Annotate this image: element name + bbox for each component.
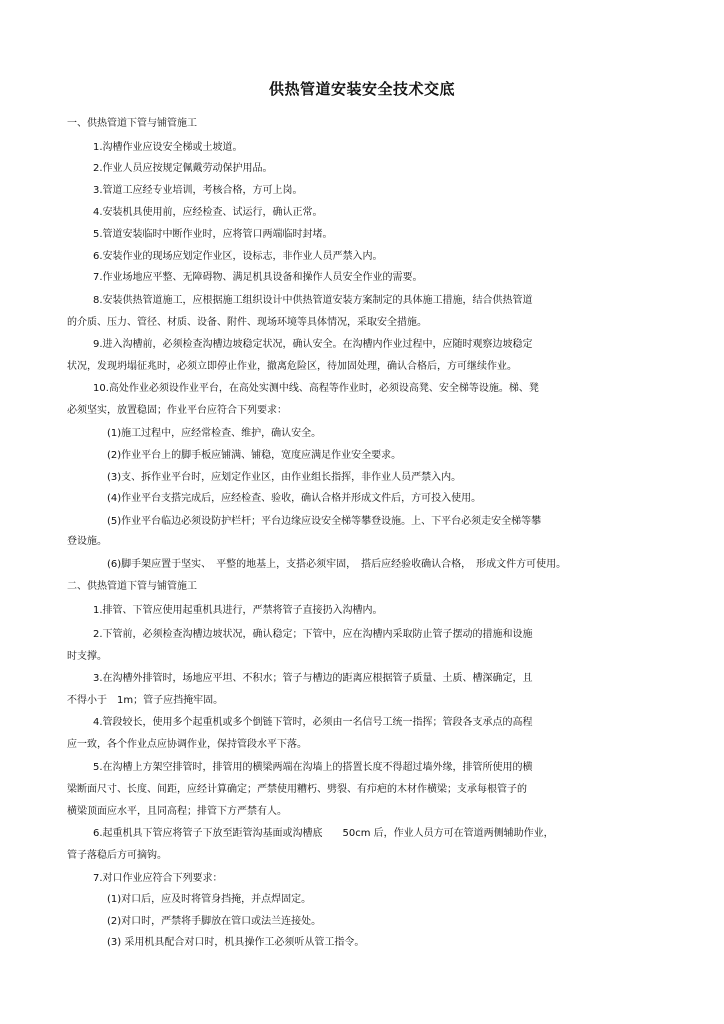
section-heading: 一、供热管道下管与铺管施工 [67,118,197,129]
sub-item-continuation: 登设施。 [67,536,107,547]
sub-item: (2)对口时，严禁将手脚放在管口或法兰连接处。 [107,916,322,927]
list-item-continuation: 必须坚实，放置稳固；作业平台应符合下列要求： [67,405,287,416]
sub-item: (2)作业平台上的脚手板应铺满、铺稳，宽度应满足作业安全要求。 [107,450,402,461]
list-item: 3.在沟槽外排管时，场地应平坦、不积水；管子与槽边的距离应根据管子质量、土质、槽深确定，且 [93,673,533,684]
list-item: 10.高处作业必须设作业平台，在高处实测中线、高程等作业时，必须设高凳、安全梯等设施。梯、凳 [93,383,539,394]
list-item: 5.管道安装临时中断作业时，应将管口两端临时封堵。 [93,229,333,240]
list-item: 9.进入沟槽前，必须检查沟槽边坡稳定状况，确认安全。在沟槽内作业过程中，应随时观察边坡稳定 [93,339,533,350]
list-item: 4.管段较长，使用多个起重机或多个倒链下管时，必须由一名信号工统一指挥；管段各支承点的高程 [93,717,533,728]
list-item: 7.作业场地应平整、无障碍物、满足机具设备和操作人员安全作业的需要。 [93,272,423,283]
sub-item: (4)作业平台支搭完成后，应经检查、验收，确认合格并形成文件后，方可投入使用。 [107,493,482,504]
sub-item: (3)支、拆作业平台时，应划定作业区，由作业组长指挥，非作业人员严禁入内。 [107,472,462,483]
list-item: 3.管道工应经专业培训，考核合格，方可上岗。 [93,185,303,196]
list-item: 2.作业人员应按规定佩戴劳动保护用品。 [93,163,273,174]
list-item-continuation: 梁断面尺寸、长度、间距，应经计算确定；严禁使用糟朽、劈裂、有疖疤的木材作横梁；支承每根管子的 [67,784,527,795]
list-item: 4.安装机具使用前，应经检查、试运行，确认正常。 [93,207,323,218]
list-item: 6.安装作业的现场应划定作业区，设标志，非作业人员严禁入内。 [93,251,383,262]
list-item: 1.排管、下管应使用起重机具进行，严禁将管子直接扔入沟槽内。 [93,605,383,616]
list-item: 2.下管前，必须检查沟槽边坡状况，确认稳定；下管中，应在沟槽内采取防止管子摆动的措施和设施 [93,629,533,640]
list-item-continuation: 管子落稳后方可摘钩。 [67,850,167,861]
sub-item: (1)施工过程中，应经常检查、维护，确认安全。 [107,428,322,439]
list-item: 6.起重机具下管应将管子下放至距管沟基面或沟槽底 50cm 后，作业人员方可在管道两侧辅助作业， [93,828,554,839]
document-title: 供热管道安装安全技术交底 [268,80,455,98]
list-item: 1.沟槽作业应设安全梯或土坡道。 [93,142,243,153]
sub-item: (1)对口后，应及时将管身挡掩，并点焊固定。 [107,894,312,905]
list-item-continuation: 不得小于 1m；管子应挡掩牢固。 [67,695,224,706]
sub-item: (5)作业平台临边必须设防护栏杆；平台边缘应设安全梯等攀登设施。上、下平台必须走安全梯等攀 [107,516,542,527]
list-item: 7.对口作业应符合下列要求： [93,873,223,884]
sub-item: (6)脚手架应置于坚实、 平整的地基上，支搭必须牢固， 搭后应经验收确认合格， 形成文件方可使用。 [107,559,567,570]
list-item-continuation: 时支撑。 [67,651,107,662]
section-heading: 二、供热管道下管与铺管施工 [67,581,197,592]
list-item: 5.在沟槽上方架空排管时，排管用的横梁两端在沟墙上的搭置长度不得超过墙外缘，排管所使用的横 [93,762,533,773]
list-item-continuation: 的介质、压力、管径、材质、设备、附件、现场环境等具体情况，采取安全措施。 [67,317,427,328]
sub-item: (3) 采用机具配合对口时，机具操作工必须听从管工指令。 [107,937,365,948]
list-item-continuation: 应一致，各个作业点应协调作业，保持管段水平下落。 [67,739,307,750]
list-item: 8.安装供热管道施工，应根据施工组织设计中供热管道安装方案制定的具体施工措施，结合供热管道 [93,295,533,306]
list-item-continuation: 状况，发现坍塌征兆时，必须立即停止作业，撤离危险区，待加固处理，确认合格后，方可继续作业。 [67,361,517,372]
list-item-continuation: 横梁顶面应水平，且同高程；排管下方严禁有人。 [67,806,287,817]
